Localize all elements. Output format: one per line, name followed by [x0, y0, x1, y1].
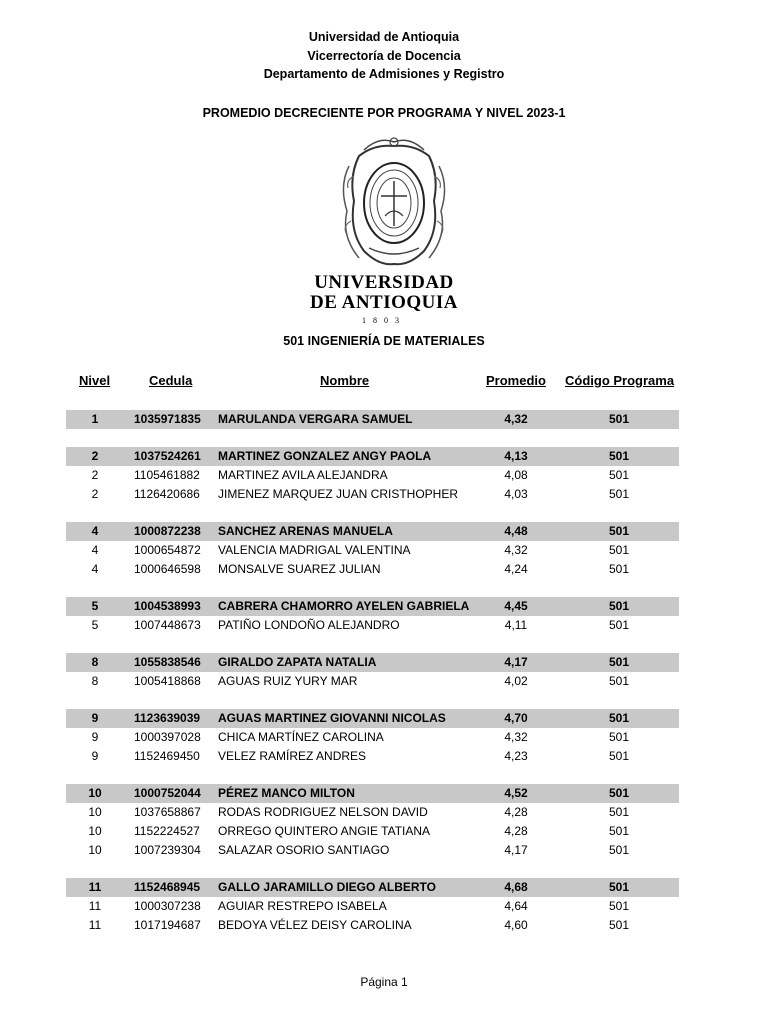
cell-nivel: 5 [91, 618, 99, 632]
cell-cedula: 1105461882 [134, 468, 200, 482]
cell-nivel: 8 [91, 655, 99, 669]
header-vicerrectoria: Vicerrectoría de Docencia [307, 49, 461, 63]
group-spacer [66, 766, 679, 784]
cell-cedula: 1037524261 [134, 449, 201, 463]
cell-nombre: MARTINEZ AVILA ALEJANDRA [218, 468, 388, 482]
cell-promedio: 4,32 [504, 412, 528, 426]
cell-promedio: 4,28 [504, 805, 528, 819]
cell-promedio: 4,64 [504, 899, 528, 913]
logo-wordmark-line1: UNIVERSIDAD [314, 272, 454, 293]
cell-nombre: SALAZAR OSORIO SANTIAGO [218, 843, 390, 857]
cell-nivel: 4 [91, 524, 99, 538]
cell-nombre: BEDOYA VÉLEZ DEISY CAROLINA [218, 918, 412, 932]
cell-promedio: 4,23 [504, 749, 528, 763]
table-row [66, 672, 679, 691]
cell-promedio: 4,60 [504, 918, 528, 932]
cell-nivel: 10 [88, 824, 102, 838]
cell-nombre: GALLO JARAMILLO DIEGO ALBERTO [218, 880, 436, 894]
cell-codigo: 501 [608, 843, 630, 857]
cell-nivel: 10 [88, 843, 102, 857]
cell-nivel: 11 [88, 899, 102, 913]
group-spacer [66, 691, 679, 709]
cell-cedula: 1152468945 [134, 880, 201, 894]
cell-nivel: 9 [91, 749, 99, 763]
cell-nombre: RODAS RODRIGUEZ NELSON DAVID [218, 805, 428, 819]
cell-promedio: 4,03 [504, 487, 528, 501]
cell-nombre: AGUIAR RESTREPO ISABELA [218, 899, 387, 913]
cell-codigo: 501 [608, 824, 630, 838]
table-row-highlighted [66, 447, 679, 466]
table-row [66, 466, 679, 485]
cell-nivel: 2 [91, 487, 99, 501]
cell-cedula: 1005418868 [134, 674, 201, 688]
cell-nombre: VELEZ RAMÍREZ ANDRES [218, 749, 367, 763]
cell-cedula: 1000307238 [134, 899, 201, 913]
cell-cedula: 1055838546 [134, 655, 201, 669]
cell-cedula: 1152224527 [134, 824, 200, 838]
column-header-codigo: Código Programa [565, 373, 675, 388]
cell-promedio: 4,28 [504, 824, 528, 838]
table-row-highlighted [66, 653, 679, 672]
cell-codigo: 501 [608, 674, 630, 688]
table-row [66, 485, 679, 504]
cell-promedio: 4,02 [504, 674, 528, 688]
table-row-highlighted [66, 410, 679, 429]
cell-codigo: 501 [608, 805, 630, 819]
cell-promedio: 4,13 [504, 449, 528, 463]
column-header-promedio: Promedio [486, 373, 546, 388]
cell-promedio: 4,45 [504, 599, 528, 613]
cell-nivel: 11 [88, 918, 102, 932]
cell-cedula: 1000654872 [134, 543, 201, 557]
table-row [66, 541, 679, 560]
table-row [66, 803, 679, 822]
cell-nombre: MARTINEZ GONZALEZ ANGY PAOLA [218, 449, 432, 463]
cell-promedio: 4,24 [504, 562, 528, 576]
logo-year: 1803 [362, 316, 406, 325]
cell-promedio: 4,32 [504, 730, 528, 744]
results-table [66, 410, 679, 935]
group-spacer [66, 504, 679, 522]
cell-cedula: 1017194687 [134, 918, 201, 932]
cell-cedula: 1123639039 [134, 711, 201, 725]
cell-cedula: 1000752044 [134, 786, 201, 800]
cell-promedio: 4,11 [504, 618, 528, 632]
cell-codigo: 501 [608, 880, 630, 894]
cell-cedula: 1037658867 [134, 805, 201, 819]
cell-cedula: 1007239304 [134, 843, 201, 857]
cell-nivel: 5 [91, 599, 99, 613]
cell-nombre: AGUAS MARTINEZ GIOVANNI NICOLAS [218, 711, 446, 725]
cell-nivel: 2 [91, 468, 99, 482]
cell-nivel: 2 [91, 449, 99, 463]
cell-codigo: 501 [608, 918, 630, 932]
cell-promedio: 4,17 [504, 843, 528, 857]
cell-cedula: 1000397028 [134, 730, 201, 744]
cell-codigo: 501 [608, 749, 630, 763]
cell-codigo: 501 [608, 711, 630, 725]
cell-cedula: 1000646598 [134, 562, 201, 576]
table-row-highlighted [66, 597, 679, 616]
cell-nombre: AGUAS RUIZ YURY MAR [218, 674, 358, 688]
table-row [66, 916, 679, 935]
cell-cedula: 1152469450 [134, 749, 200, 763]
cell-nombre: PÉREZ MANCO MILTON [218, 786, 355, 800]
cell-codigo: 501 [608, 468, 630, 482]
table-row-highlighted [66, 878, 679, 897]
cell-codigo: 501 [608, 524, 630, 538]
cell-nombre: ORREGO QUINTERO ANGIE TATIANA [218, 824, 431, 838]
header-department: Departamento de Admisiones y Registro [263, 67, 505, 81]
cell-nombre: CABRERA CHAMORRO AYELEN GABRIELA [218, 599, 470, 613]
cell-promedio: 4,70 [504, 711, 528, 725]
cell-nivel: 4 [91, 543, 99, 557]
cell-codigo: 501 [608, 786, 630, 800]
cell-nombre: MARULANDA VERGARA SAMUEL [218, 412, 413, 426]
table-row-highlighted [66, 709, 679, 728]
table-row [66, 560, 679, 579]
cell-codigo: 501 [608, 599, 630, 613]
column-header-nivel: Nivel [79, 373, 111, 388]
cell-cedula: 1004538993 [134, 599, 201, 613]
cell-cedula: 1000872238 [134, 524, 201, 538]
page-number: Página 1 [360, 975, 408, 989]
cell-nivel: 4 [91, 562, 99, 576]
cell-promedio: 4,68 [504, 880, 528, 894]
cell-cedula: 1035971835 [134, 412, 201, 426]
column-header-nombre: Nombre [320, 373, 370, 388]
cell-promedio: 4,52 [504, 786, 528, 800]
group-spacer [66, 860, 679, 878]
cell-nombre: GIRALDO ZAPATA NATALIA [218, 655, 377, 669]
cell-codigo: 501 [608, 618, 630, 632]
logo-wordmark-line2: DE ANTIOQUIA [310, 292, 458, 313]
table-row [66, 822, 679, 841]
table-row-highlighted [66, 522, 679, 541]
group-spacer [66, 429, 679, 447]
cell-nivel: 9 [91, 711, 99, 725]
cell-codigo: 501 [608, 730, 630, 744]
cell-nivel: 9 [91, 730, 99, 744]
cell-codigo: 501 [608, 487, 630, 501]
cell-cedula: 1126420686 [134, 487, 200, 501]
table-row [66, 747, 679, 766]
table-row-highlighted [66, 784, 679, 803]
cell-promedio: 4,08 [504, 468, 528, 482]
cell-nivel: 10 [88, 805, 102, 819]
cell-nombre: VALENCIA MADRIGAL VALENTINA [218, 543, 411, 557]
cell-nombre: JIMENEZ MARQUEZ JUAN CRISTHOPHER [218, 487, 459, 501]
header-university: Universidad de Antioquia [308, 30, 460, 44]
program-title: 501 INGENIERÍA DE MATERIALES [283, 334, 485, 348]
table-row [66, 841, 679, 860]
group-spacer [66, 635, 679, 653]
cell-nivel: 11 [88, 880, 102, 894]
cell-nombre: SANCHEZ ARENAS MANUELA [218, 524, 393, 538]
table-row [66, 897, 679, 916]
cell-promedio: 4,17 [504, 655, 528, 669]
cell-nombre: CHICA MARTÍNEZ CAROLINA [218, 730, 384, 744]
cell-nivel: 1 [91, 412, 99, 426]
cell-codigo: 501 [608, 562, 630, 576]
group-spacer [66, 579, 679, 597]
column-header-cedula: Cedula [149, 373, 193, 388]
cell-codigo: 501 [608, 412, 630, 426]
cell-promedio: 4,32 [504, 543, 528, 557]
cell-nivel: 10 [88, 786, 102, 800]
table-row [66, 616, 679, 635]
cell-nombre: PATIÑO LONDOÑO ALEJANDRO [218, 618, 400, 632]
cell-cedula: 1007448673 [134, 618, 201, 632]
report-title: PROMEDIO DECRECIENTE POR PROGRAMA Y NIVEL 2023-1 [202, 106, 566, 120]
cell-promedio: 4,48 [504, 524, 528, 538]
cell-nivel: 8 [91, 674, 99, 688]
cell-nombre: MONSALVE SUAREZ JULIAN [218, 562, 381, 576]
cell-codigo: 501 [608, 899, 630, 913]
table-row [66, 728, 679, 747]
cell-codigo: 501 [608, 655, 630, 669]
university-seal-icon [319, 136, 469, 276]
cell-codigo: 501 [608, 449, 630, 463]
cell-codigo: 501 [608, 543, 630, 557]
